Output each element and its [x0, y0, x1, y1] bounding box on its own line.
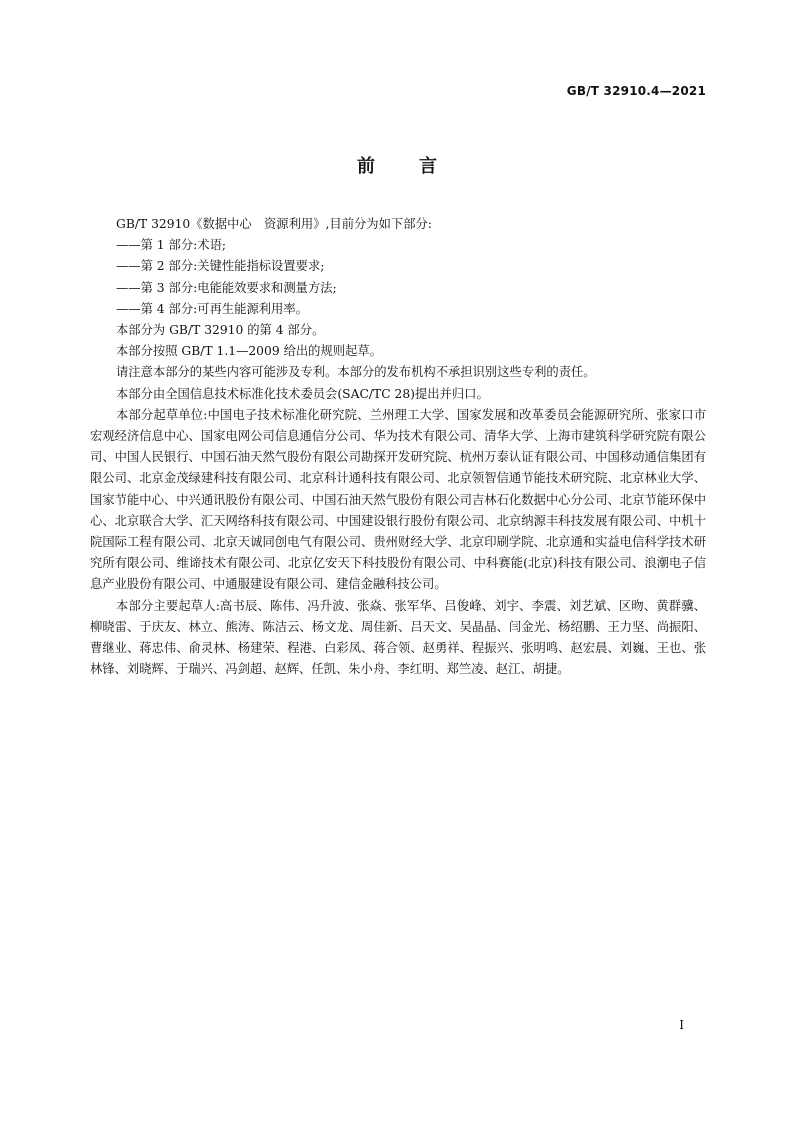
intro-paragraph: GB/T 32910《数据中心 资源利用》,目前分为如下部分: [116, 217, 432, 231]
standard-number: GB/T 32910.4—2021 [566, 84, 706, 98]
part-list-item-1: ——第 1 部分:术语; [116, 238, 227, 253]
part-list-item-3: ——第 3 部分:电能能效要求和测量方法; [116, 280, 337, 295]
drafters-paragraph: 本部分主要起草人:高书辰、陈伟、冯升波、张焱、张军华、吕俊峰、刘宇、李震、刘艺斌、区昒、黄群骥、柳晓雷、于庆友、林立、熊涛、陈洁云、杨文龙、周佳新、吕天文、吴晶晶、闫金光、杨绍鹏、王力坚、尚振阳、曹继业、蒋忠伟、俞灵林、杨建荣、程港、白彩凤、蒋合领、赵勇祥、程振兴、张明鸣、赵宏晨、刘巍、王也、张林锋、刘晓辉、于瑞兴、冯剑超、赵辉、任凯、朱小舟、李红明、郑竺凌、赵江、胡捷。 [90, 598, 706, 677]
patent-notice-paragraph: 请注意本部分的某些内容可能涉及专利。本部分的发布机构不承担识别这些专利的责任。 [116, 365, 596, 380]
foreword-body [90, 214, 706, 680]
part-statement-paragraph: 本部分为 GB/T 32910 的第 4 部分。 [116, 323, 325, 338]
part-list-item-4: ——第 4 部分:可再生能源利用率。 [116, 301, 308, 316]
drafting-units-paragraph: 本部分起草单位:中国电子技术标准化研究院、兰州理工大学、国家发展和改革委员会能源研究所、张家口市宏观经济信息中心、国家电网公司信息通信分公司、华为技术有限公司、清华大学、上海市建筑科学研究院有限公司、中国人民银行、中国石油天然气股份有限公司勘探开发研究院、杭州万泰认证有限公司、中国移动通信集团有限公司、北京金茂绿建科技有限公司、北京科计通科技有限公司、北京领智信通节能技术研究院、北京林业大学、国家节能中心、中兴通讯股份有限公司、中国石油天然气股份有限公司吉林石化数据中心分公司、北京节能环保中心、北京联合大学、汇天网络科技有限公司、中国建设银行股份有限公司、北京纳源丰科技发展有限公司、中机十院国际工程有限公司、北京天诚同创电气有限公司、贵州财经大学、北京印刷学院、北京通和实益电信科学技术研究所有限公司、维谛技术有限公司、北京亿安天下科技股份有限公司、中科赛能(北京)科技有限公司、浪潮电子信息产业股份有限公司、中通服建设有限公司、建信金融科技公司。 [90, 407, 706, 592]
part-list-item-2: ——第 2 部分:关键性能指标设置要求; [116, 259, 325, 274]
drafting-rules-paragraph: 本部分按照 GB/T 1.1—2009 给出的规则起草。 [116, 344, 382, 359]
page-number: I [679, 1018, 684, 1032]
proposer-paragraph: 本部分由全国信息技术标准化技术委员会(SAC/TC 28)提出并归口。 [116, 386, 489, 401]
page-title: 前言 [357, 156, 481, 177]
